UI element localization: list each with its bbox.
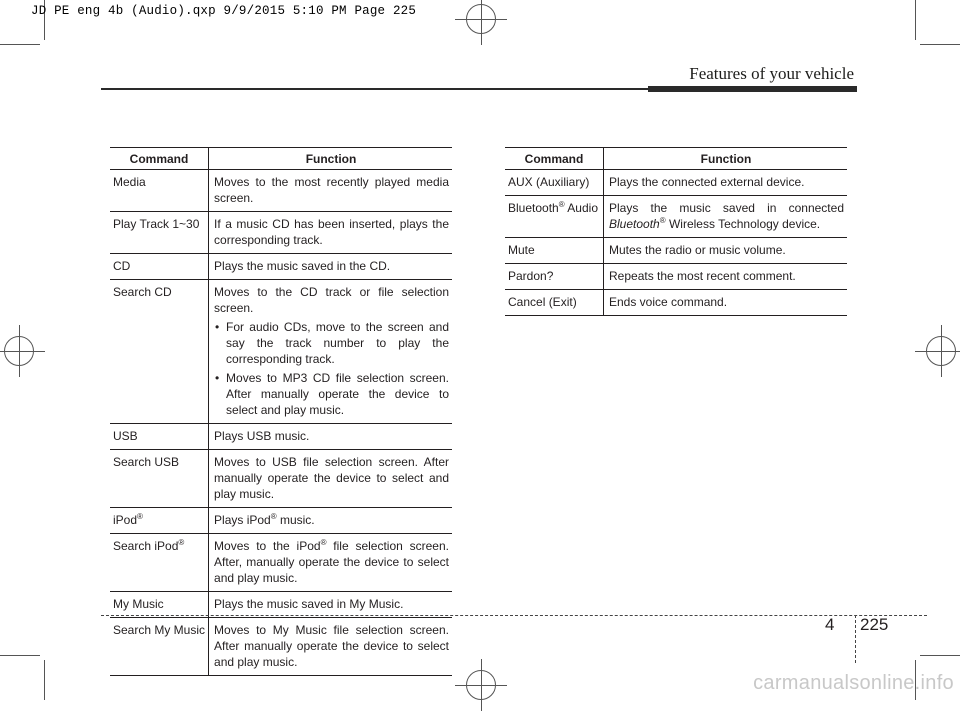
function-text: Plays the music saved in connected bbox=[609, 201, 844, 215]
voice-command-table-left bbox=[110, 147, 452, 676]
bullet-text: For audio CDs, move to the screen and say the track number to play the corresponding track. bbox=[226, 320, 449, 366]
bullet-text: Moves to MP3 CD file selection screen. After manually operate the device to select and play music. bbox=[226, 371, 449, 417]
function-text: Moves to the iPod bbox=[214, 539, 321, 553]
function-cell: Mutes the radio or music volume. bbox=[604, 238, 848, 264]
function-cell: Plays the music saved in My Music. bbox=[209, 592, 452, 618]
registration-mark bbox=[466, 670, 496, 700]
bullet-item bbox=[214, 370, 449, 418]
crop-mark bbox=[920, 44, 960, 45]
function-cell: Repeats the most recent comment. bbox=[604, 264, 848, 290]
function-text: Wireless Technology device. bbox=[665, 217, 821, 231]
registered-mark: ® bbox=[558, 200, 565, 209]
registered-mark: ® bbox=[137, 512, 143, 521]
table-row bbox=[110, 254, 452, 280]
command-text: Audio bbox=[564, 201, 598, 215]
command-cell: Mute bbox=[505, 238, 604, 264]
bluetooth-text: Bluetooth bbox=[609, 217, 660, 231]
column-header-function: Function bbox=[209, 148, 452, 170]
command-text: iPod bbox=[113, 513, 138, 527]
function-cell: Moves to the most recently played media screen. bbox=[209, 170, 452, 212]
table-row bbox=[110, 534, 452, 592]
registration-mark bbox=[4, 336, 34, 366]
table-row bbox=[505, 196, 847, 238]
voice-command-table-right bbox=[505, 147, 847, 316]
command-cell: USB bbox=[110, 424, 209, 450]
crop-mark bbox=[0, 655, 40, 656]
command-cell: Cancel (Exit) bbox=[505, 290, 604, 316]
function-cell: If a music CD has been inserted, plays the corresponding track. bbox=[209, 212, 452, 254]
column-header-command: Command bbox=[505, 148, 604, 170]
function-cell: Moves to USB file selection screen. After manually operate the device to select and play music. bbox=[209, 450, 452, 508]
crop-mark bbox=[920, 655, 960, 656]
command-cell: Play Track 1~30 bbox=[110, 212, 209, 254]
table-row bbox=[505, 264, 847, 290]
title-rule-bar bbox=[648, 86, 857, 92]
watermark: carmanualsonline.info bbox=[753, 672, 954, 694]
footer-rule bbox=[101, 615, 927, 616]
print-slug: JD PE eng 4b (Audio).qxp 9/9/2015 5:10 PM Page 225 bbox=[31, 4, 417, 18]
function-text: Moves to the CD track or file selection screen. bbox=[214, 285, 449, 315]
bullet-icon: • bbox=[215, 320, 220, 334]
chapter-number: 4 bbox=[825, 615, 835, 634]
command-cell bbox=[505, 196, 604, 238]
section-title: Features of your vehicle bbox=[689, 64, 854, 83]
registered-mark: ® bbox=[270, 512, 277, 521]
command-cell: Search CD bbox=[110, 280, 209, 424]
table-row bbox=[505, 170, 847, 196]
command-cell: Search My Music bbox=[110, 618, 209, 676]
registered-mark: ® bbox=[659, 216, 666, 225]
table-row bbox=[505, 238, 847, 264]
crop-mark bbox=[44, 660, 45, 700]
table-row bbox=[110, 280, 452, 424]
function-cell: Plays the music saved in the CD. bbox=[209, 254, 452, 280]
command-text: Bluetooth bbox=[508, 201, 559, 215]
command-cell: CD bbox=[110, 254, 209, 280]
table-row bbox=[110, 618, 452, 676]
command-cell: My Music bbox=[110, 592, 209, 618]
function-cell: Plays the connected external device. bbox=[604, 170, 848, 196]
command-cell bbox=[110, 534, 209, 592]
function-cell: Plays USB music. bbox=[209, 424, 452, 450]
function-cell bbox=[209, 280, 452, 424]
footer-divider bbox=[855, 615, 856, 663]
table-header-row bbox=[110, 148, 452, 170]
bullet-item bbox=[214, 319, 449, 367]
table-row bbox=[110, 508, 452, 534]
bullet-icon: • bbox=[215, 371, 220, 385]
command-cell: Search USB bbox=[110, 450, 209, 508]
function-cell bbox=[209, 508, 452, 534]
registration-mark bbox=[466, 4, 496, 34]
function-cell: Moves to My Music file selection screen. After manually operate the device to select and play music. bbox=[209, 618, 452, 676]
command-cell: Media bbox=[110, 170, 209, 212]
registered-mark: ® bbox=[320, 538, 327, 547]
table-row bbox=[110, 592, 452, 618]
crop-mark bbox=[0, 44, 40, 45]
function-cell bbox=[209, 534, 452, 592]
table-row bbox=[505, 290, 847, 316]
crop-mark bbox=[915, 0, 916, 40]
registration-mark bbox=[926, 336, 956, 366]
table-row bbox=[110, 170, 452, 212]
function-text: Plays iPod bbox=[214, 513, 271, 527]
function-cell: Ends voice command. bbox=[604, 290, 848, 316]
registered-mark: ® bbox=[178, 538, 185, 547]
table-row bbox=[110, 212, 452, 254]
command-cell: AUX (Auxiliary) bbox=[505, 170, 604, 196]
command-cell: Pardon? bbox=[505, 264, 604, 290]
table-row bbox=[110, 424, 452, 450]
function-cell bbox=[604, 196, 848, 238]
column-header-function: Function bbox=[604, 148, 848, 170]
page-number: 225 bbox=[860, 615, 889, 634]
column-header-command: Command bbox=[110, 148, 209, 170]
command-cell bbox=[110, 508, 209, 534]
table-row bbox=[110, 450, 452, 508]
function-text: music. bbox=[276, 513, 315, 527]
table-header-row bbox=[505, 148, 847, 170]
command-text: Search iPod bbox=[113, 539, 179, 553]
function-text: file selection screen. After, manually operate the device to select and play music. bbox=[214, 539, 449, 585]
